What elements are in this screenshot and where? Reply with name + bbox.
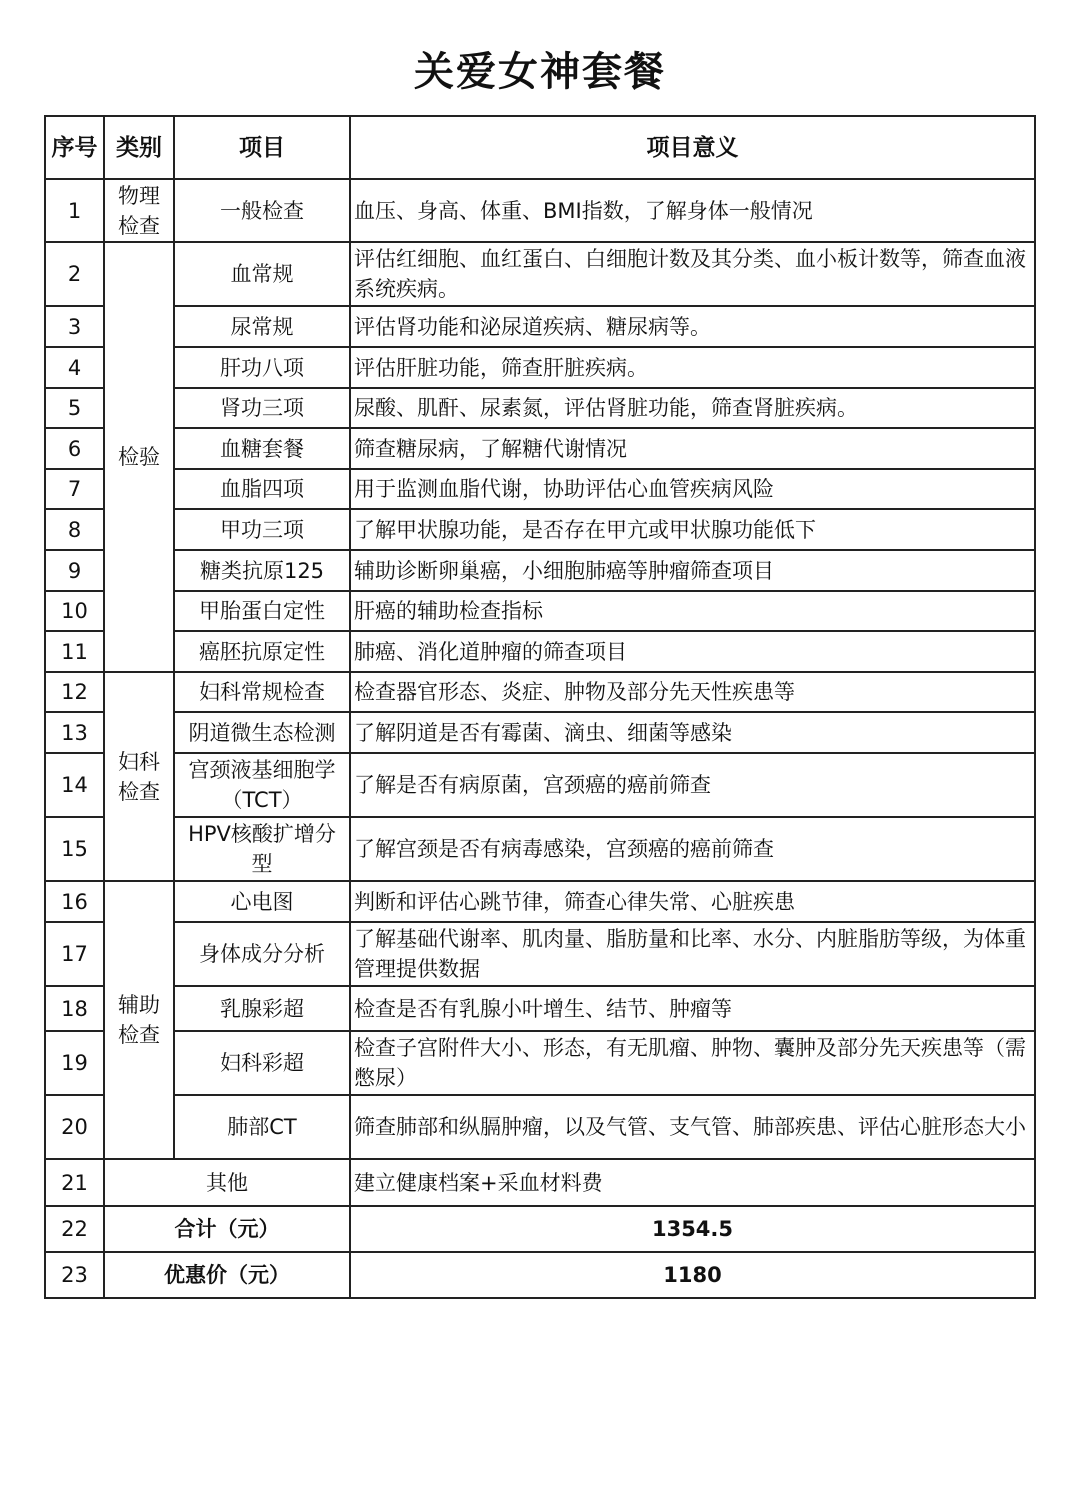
row-seq: 20 [45,1095,104,1159]
row-item: 一般检查 [174,179,350,242]
category-physical: 物理检查 [104,179,174,242]
table-row [45,179,1035,242]
row-item: 身体成分分析 [174,922,350,986]
row-item: 血糖套餐 [174,428,350,469]
row-item: 心电图 [174,881,350,922]
row-item: 乳腺彩超 [174,986,350,1031]
row-meaning: 尿酸、肌酐、尿素氮，评估肾脏功能，筛查肾脏疾病。 [350,388,1035,428]
discount-row [45,1252,1035,1298]
discount-value: 1180 [350,1252,1035,1298]
row-item: 妇科彩超 [174,1031,350,1095]
total-label: 合计（元） [104,1206,350,1252]
table-row [45,242,1035,306]
table-row [45,922,1035,986]
row-item: HPV核酸扩增分型 [174,817,350,881]
row-seq: 13 [45,712,104,753]
table-row [45,881,1035,922]
row-item: 血脂四项 [174,469,350,509]
row-item: 糖类抗原125 [174,550,350,591]
table-row [45,1031,1035,1095]
row-seq: 19 [45,1031,104,1095]
row-item: 其他 [104,1159,350,1206]
row-meaning: 判断和评估心跳节律，筛查心律失常、心脏疾患 [350,881,1035,922]
row-meaning: 了解宫颈是否有病毒感染，宫颈癌的癌前筛查 [350,817,1035,881]
row-seq: 12 [45,672,104,712]
row-seq: 8 [45,509,104,550]
header-meaning: 项目意义 [350,116,1035,179]
row-item: 肝功八项 [174,347,350,388]
row-item: 癌胚抗原定性 [174,631,350,672]
row-seq: 10 [45,591,104,631]
row-meaning: 肝癌的辅助检查指标 [350,591,1035,631]
row-meaning: 建立健康档案+采血材料费 [350,1159,1035,1206]
row-meaning: 用于监测血脂代谢，协助评估心血管疾病风险 [350,469,1035,509]
row-item: 血常规 [174,242,350,306]
table-row [45,986,1035,1031]
page-title: 关爱女神套餐 [414,49,666,95]
header-seq: 序号 [45,116,104,179]
row-meaning: 肺癌、消化道肿瘤的筛查项目 [350,631,1035,672]
table-row [45,817,1035,881]
header-category: 类别 [104,116,174,179]
row-meaning: 检查是否有乳腺小叶增生、结节、肿瘤等 [350,986,1035,1031]
table-row [45,753,1035,817]
table-row [45,550,1035,591]
discount-label: 优惠价（元） [104,1252,350,1298]
row-meaning: 评估红细胞、血红蛋白、白细胞计数及其分类、血小板计数等，筛查血液系统疾病。 [350,242,1035,306]
row-item: 甲功三项 [174,509,350,550]
row-seq: 11 [45,631,104,672]
row-item: 甲胎蛋白定性 [174,591,350,631]
row-meaning: 评估肝脏功能，筛查肝脏疾病。 [350,347,1035,388]
row-seq: 9 [45,550,104,591]
package-table [44,115,1036,1299]
table-row [45,388,1035,428]
total-seq: 22 [45,1206,104,1252]
row-seq: 2 [45,242,104,306]
row-meaning: 了解是否有病原菌，宫颈癌的癌前筛查 [350,753,1035,817]
category-gyn: 妇科检查 [104,672,174,881]
category-lab: 检验 [104,242,174,672]
row-seq: 18 [45,986,104,1031]
row-meaning: 辅助诊断卵巢癌，小细胞肺癌等肿瘤筛查项目 [350,550,1035,591]
table-header-row [45,116,1035,179]
table-row [45,1159,1035,1206]
row-seq: 7 [45,469,104,509]
row-seq: 1 [45,179,104,242]
row-seq: 17 [45,922,104,986]
row-seq: 3 [45,306,104,347]
row-item: 妇科常规检查 [174,672,350,712]
row-item: 肺部CT [174,1095,350,1159]
table-row [45,347,1035,388]
row-meaning: 血压、身高、体重、BMI指数，了解身体一般情况 [350,179,1035,242]
header-item: 项目 [174,116,350,179]
row-seq: 4 [45,347,104,388]
discount-seq: 23 [45,1252,104,1298]
row-item: 阴道微生态检测 [174,712,350,753]
row-meaning: 了解基础代谢率、肌肉量、脂肪量和比率、水分、内脏脂肪等级，为体重管理提供数据 [350,922,1035,986]
table-row [45,306,1035,347]
row-meaning: 筛查糖尿病，了解糖代谢情况 [350,428,1035,469]
table-row [45,712,1035,753]
total-value: 1354.5 [350,1206,1035,1252]
row-seq: 15 [45,817,104,881]
row-seq: 16 [45,881,104,922]
row-item: 尿常规 [174,306,350,347]
row-meaning: 了解甲状腺功能，是否存在甲亢或甲状腺功能低下 [350,509,1035,550]
table-row [45,509,1035,550]
row-meaning: 检查子宫附件大小、形态，有无肌瘤、肿物、囊肿及部分先天疾患等（需憋尿） [350,1031,1035,1095]
category-aux: 辅助检查 [104,881,174,1159]
row-meaning: 检查器官形态、炎症、肿物及部分先天性疾患等 [350,672,1035,712]
row-seq: 5 [45,388,104,428]
table-row [45,469,1035,509]
total-row [45,1206,1035,1252]
table-row [45,672,1035,712]
row-meaning: 筛查肺部和纵膈肿瘤，以及气管、支气管、肺部疾患、评估心脏形态大小 [350,1095,1035,1159]
table-row [45,1095,1035,1159]
table-row [45,591,1035,631]
row-seq: 14 [45,753,104,817]
row-item: 肾功三项 [174,388,350,428]
row-meaning: 了解阴道是否有霉菌、滴虫、细菌等感染 [350,712,1035,753]
row-seq: 21 [45,1159,104,1206]
table-row [45,428,1035,469]
row-meaning: 评估肾功能和泌尿道疾病、糖尿病等。 [350,306,1035,347]
row-item: 宫颈液基细胞学（TCT） [174,753,350,817]
table-row [45,631,1035,672]
row-seq: 6 [45,428,104,469]
